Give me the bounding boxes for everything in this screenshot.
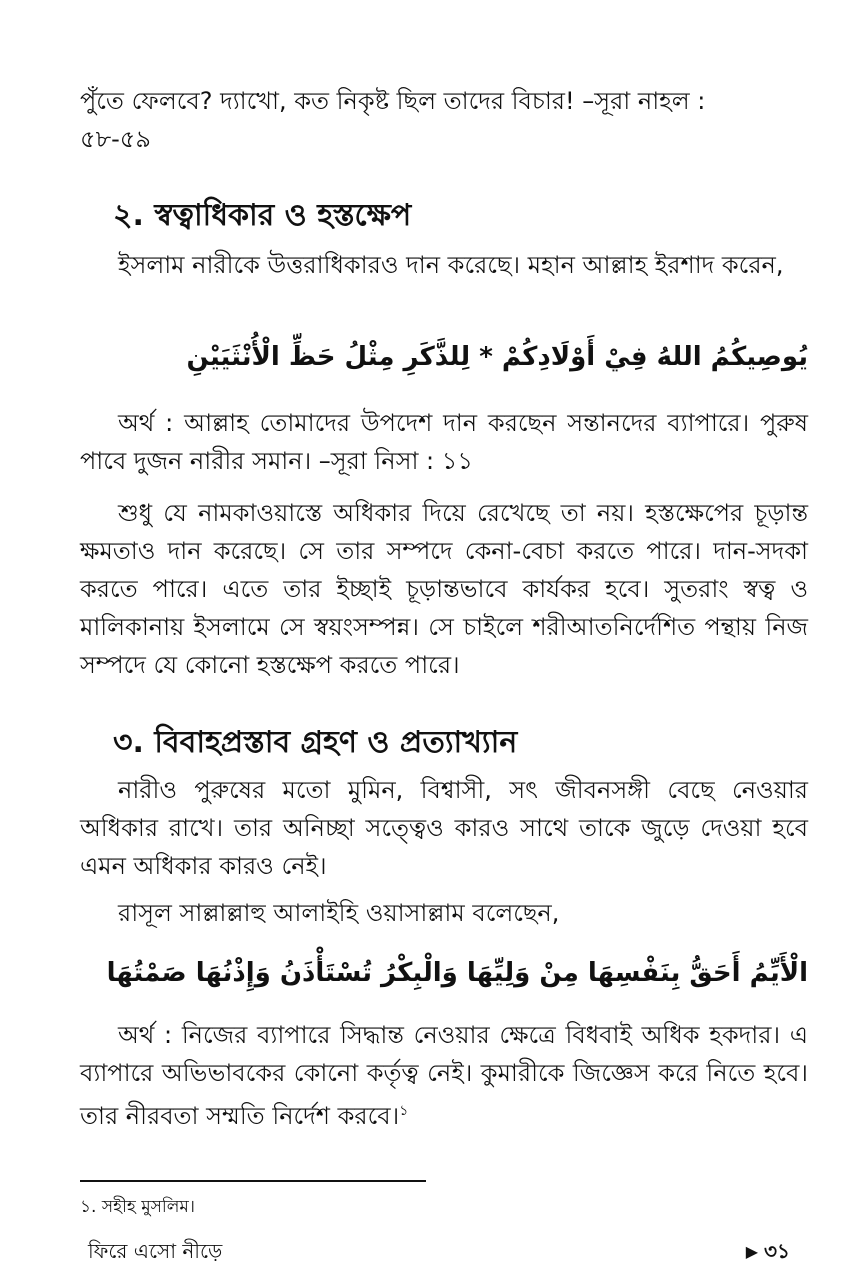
section-3-heading: ৩. বিবাহপ্রস্তাব গ্রহণ ও প্রত্যাখ্যান xyxy=(113,725,518,760)
section-2-body: শুধু যে নামকাওয়াস্তে অধিকার দিয়ে রেখেছে তা নয়। হস্তক্ষেপের চূড়ান্ত ক্ষমতাও দান করেছে। সে তার সম্পদে কেনা-বেচা করতে পারে। দান-সদকা করতে পারে। এতে তার ইচ্ছাই চূড়ান্তভাবে কার্যকর হবে। সুতরাং স্বত্ব ও মালিকানায় ইসলামে সে স্বয়ংসম্পন্ন। সে চাইলে শরীআতনির্দেশিত পন্থায় নিজ সম্পদে যে কোনো হস্তক্ষেপ করতে পারে। xyxy=(80,499,808,679)
triangle-right-icon: ▶ xyxy=(745,1242,759,1261)
footnote-divider xyxy=(80,1180,426,1182)
continuation-line-1: পুঁতে ফেলবে? দ্যাখো, কত নিকৃষ্ট ছিল তাদের বিচার! –সূরা নাহল : xyxy=(80,87,706,115)
footnote: ১. সহীহ মুসলিম। xyxy=(80,1197,195,1217)
page-number: ৩১ xyxy=(764,1239,790,1263)
section-3-hadith-intro: রাসূল সাল্লাল্লাহু আলাইহি ওয়াসাল্লাম বলেছেন, xyxy=(118,899,560,927)
section-2-intro: ইসলাম নারীকে উত্তরাধিকারও দান করেছে। মহান আল্লাহ ইরশাদ করেন, xyxy=(118,251,784,279)
section-2-meaning: অর্থ : আল্লাহ তোমাদের উপদেশ দান করছেন সন্তানদের ব্যাপারে। পুরুষ পাবে দুজন নারীর সমান। –সূরা নিসা : ১১ xyxy=(80,409,808,475)
section-3-body: নারীও পুরুষের মতো মুমিন, বিশ্বাসী, সৎ জীবনসঙ্গী বেছে নেওয়ার অধিকার রাখে। তার অনিচ্ছা সত্ত্বেও কারও সাথে তাকে জুড়ে দেওয়া হবে এমন অধিকার কারও নেই। xyxy=(80,776,808,880)
continuation-line-2: ৫৮-৫৯ xyxy=(80,125,151,153)
section-2-heading: ২. স্বত্বাধিকার ও হস্তক্ষেপ xyxy=(113,198,412,233)
continuation-paragraph xyxy=(80,82,808,158)
section-3-arabic-hadith: الْأَيِّمُ أَحَقُّ بِنَفْسِهَا مِنْ وَلِيِّهَا وَالْبِكْرُ تُسْتَأْذَنُ وَإِذْنُهَا صَمْتُهَا xyxy=(106,958,808,988)
section-3-meaning-text: অর্থ : নিজের ব্যাপারে সিদ্ধান্ত নেওয়ার ক্ষেত্রে বিধবাই অধিক হকদার। এ ব্যাপারে অভিভাবকের কোনো কর্তৃত্ব নেই। কুমারীকে জিজ্ঞেস করে নিতে হবে। তার নীরবতা সম্মতি নির্দেশ করবে। xyxy=(80,1021,808,1130)
footnote-reference: ১ xyxy=(399,1103,409,1119)
footer-book-title: ফিরে এসো নীড়ে xyxy=(88,1239,223,1263)
section-3-meaning xyxy=(80,1016,808,1135)
section-2-arabic-verse: يُوصِيكُمُ اللهُ فِيْ أَوْلَادِكُمْ * لِلذَّكَرِ مِثْلُ حَظِّ الْأُنْثَيَيْنِ xyxy=(186,342,808,372)
footer-page-number-area xyxy=(746,1237,790,1266)
